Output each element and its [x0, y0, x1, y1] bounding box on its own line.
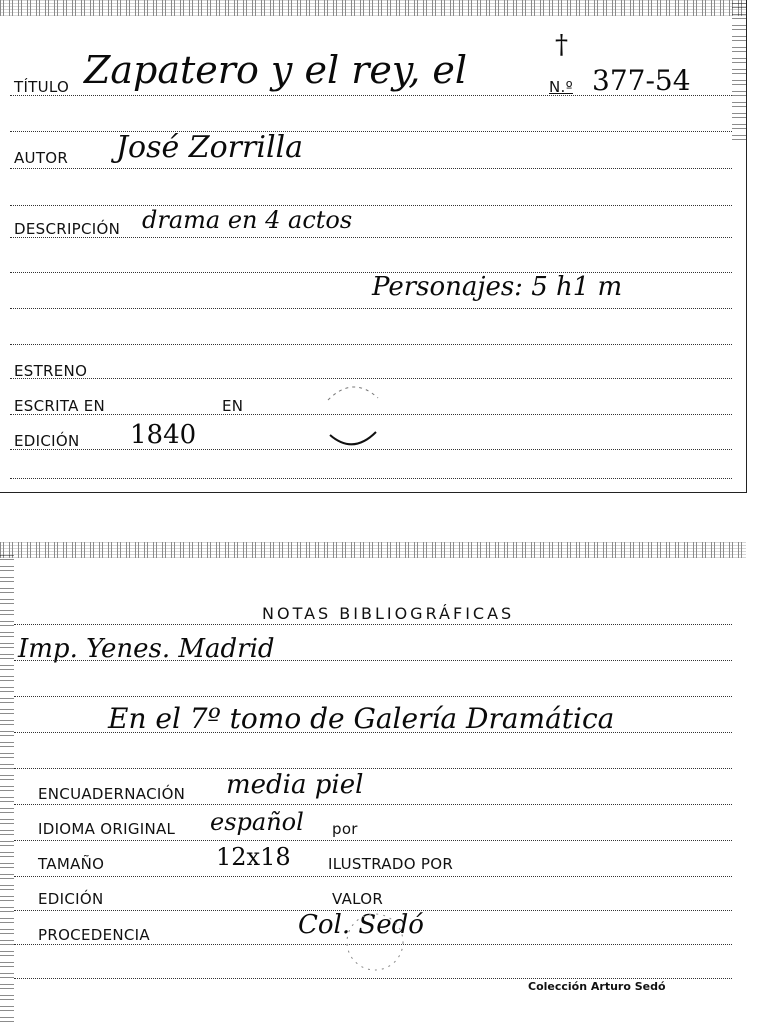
descripcion-value: drama en 4 actos: [142, 206, 353, 234]
por-label: por: [332, 820, 358, 838]
en-label: EN: [222, 397, 244, 415]
personajes-value: Personajes: 5 h1 m: [372, 272, 623, 302]
titulo-value: Zapatero y el rey, el: [84, 48, 468, 92]
escrita-en-label: ESCRITA EN: [14, 397, 106, 415]
autor-value: José Zorrilla: [116, 130, 304, 165]
idioma-value: español: [210, 808, 304, 836]
card-edge-noise: [0, 0, 746, 16]
encuadernacion-value: media piel: [226, 770, 364, 800]
collection-credit: Colección Arturo Sedó: [528, 980, 666, 993]
note-line-1: Imp. Yenes. Madrid: [18, 634, 275, 664]
estreno-label: ESTRENO: [14, 362, 88, 380]
titulo-label: TÍTULO: [14, 78, 70, 96]
card-edge-noise-left: [0, 552, 14, 1022]
autor-label: AUTOR: [14, 149, 69, 167]
procedencia-value: Col. Sedó: [298, 910, 424, 940]
note-line-2: En el 7º tomo de Galería Dramática: [108, 702, 615, 735]
numero-label: N.º: [549, 78, 573, 96]
tamano-label: TAMAÑO: [38, 855, 105, 873]
edicion-label-back: EDICIÓN: [38, 890, 104, 908]
descripcion-label: DESCRIPCIÓN: [14, 220, 121, 238]
numero-value: 377-54: [592, 64, 691, 97]
notas-heading: NOTAS BIBLIOGRÁFICAS: [262, 604, 515, 623]
tamano-value: 12x18: [216, 843, 291, 871]
edicion-value: 1840: [130, 420, 197, 450]
idioma-label: IDIOMA ORIGINAL: [38, 820, 176, 838]
catalog-card-back: [0, 542, 746, 1028]
edicion-label: EDICIÓN: [14, 432, 80, 450]
valor-label: VALOR: [332, 890, 384, 908]
procedencia-label: PROCEDENCIA: [38, 926, 150, 944]
punch-hole-back: [340, 912, 410, 982]
card-edge-noise: [0, 542, 746, 558]
ilustrado-label: ILUSTRADO POR: [328, 855, 454, 873]
card-edge-noise-right: [732, 0, 746, 140]
catalog-card-front: [0, 0, 747, 493]
cross-mark: †: [555, 30, 568, 60]
punch-hole: [318, 380, 388, 450]
encuadernacion-label: ENCUADERNACIÓN: [38, 785, 186, 803]
